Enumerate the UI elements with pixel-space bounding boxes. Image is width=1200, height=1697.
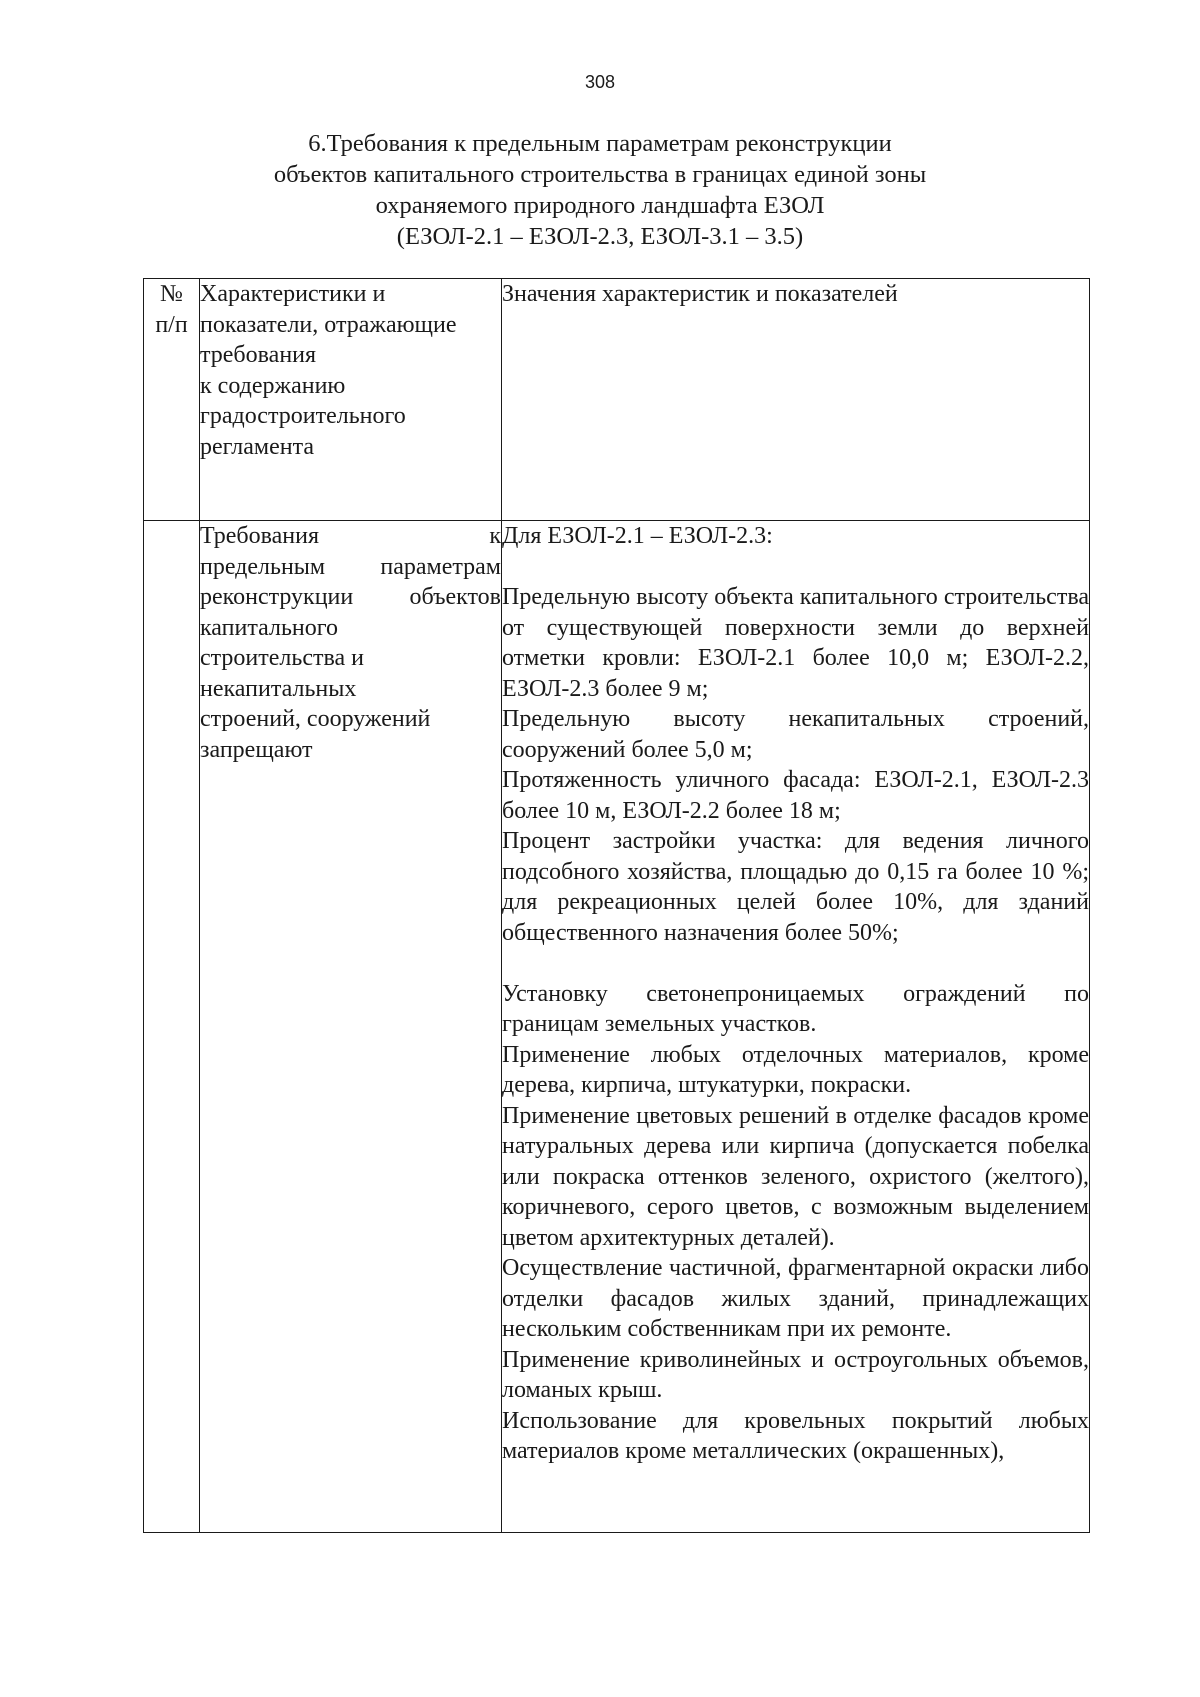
header-characteristics-line: показатели, отражающие <box>200 311 457 338</box>
values-paragraph: Предельную высоту некапитальных строений, сооружений более 5,0 м; <box>502 706 1089 763</box>
values-paragraph: Протяженность уличного фасада: ЕЗОЛ-2.1, ЕЗОЛ-2.3 более 10 м, ЕЗОЛ-2.2 более 18 м; <box>502 767 1089 824</box>
regulations-table <box>143 278 1090 1533</box>
header-number-sign: № <box>160 281 183 307</box>
characteristics-word: Требования <box>200 523 320 549</box>
row-number-cell <box>144 521 200 1533</box>
characteristics-line: строительства и <box>200 645 364 671</box>
characteristics-line: предельным параметрам <box>200 553 501 580</box>
row-characteristics-cell <box>200 521 502 1533</box>
values-heading: Для ЕЗОЛ-2.1 – ЕЗОЛ-2.3: <box>502 523 773 549</box>
title-line: объектов капитального строительства в границах единой зоны <box>273 161 927 188</box>
row-values-cell <box>502 521 1090 1533</box>
characteristics-line: некапитальных <box>200 675 357 702</box>
values-paragraph: Процент застройки участка: для ведения личного подсобного хозяйства, площадью до 0,15 га более 10 %; для рекреационных целей более 10%, для зданий общественного назначения более 50%; <box>502 828 1089 946</box>
table-header-row <box>144 279 1090 521</box>
header-characteristics-line: требования <box>200 342 317 368</box>
values-paragraph: Использование для кровельных покрытий любых материалов кроме металлических (окрашенных), <box>502 1407 1089 1464</box>
title-line: охраняемого природного ландшафта ЕЗОЛ <box>375 192 825 219</box>
page-number: 308 <box>584 72 616 92</box>
paragraph-spacer <box>502 948 1089 979</box>
characteristics-line: реконструкции объектов <box>200 584 501 610</box>
header-values-cell <box>502 279 1090 521</box>
values-paragraph: Осуществление частичной, фрагментарной окраски либо отделки фасадов жилых зданий, принадлежащих нескольким собственникам при их ремонте. <box>502 1255 1089 1342</box>
header-values-label: Значения характеристик и показателей <box>502 281 898 307</box>
section-title <box>150 128 1050 252</box>
characteristics-word: к <box>489 523 501 549</box>
header-characteristics-line: регламента <box>200 433 315 460</box>
values-paragraph: Предельную высоту объекта капитального строительства от существующей поверхности земли до верхней отметки кровли: ЕЗОЛ-2.1 более 10,0 м; ЕЗОЛ-2.2, ЕЗОЛ-2.3 более 9 м; <box>502 584 1089 702</box>
table-row <box>144 521 1090 1533</box>
header-characteristics-line: к содержанию <box>200 372 346 399</box>
characteristics-line: капитального <box>200 614 338 641</box>
characteristics-line: строений, сооружений <box>200 706 431 732</box>
header-characteristics-line: градостроительного <box>200 403 406 429</box>
title-line: (ЕЗОЛ-2.1 – ЕЗОЛ-2.3, ЕЗОЛ-3.1 – 3.5) <box>396 223 804 250</box>
values-paragraph: Применение криволинейных и остроугольных объемов, ломаных крыш. <box>502 1346 1089 1403</box>
header-characteristics-line: Характеристики и <box>200 281 386 307</box>
header-characteristics-cell <box>200 279 502 521</box>
title-line: 6.Требования к предельным параметрам реконструкции <box>308 130 892 157</box>
characteristics-line: запрещают <box>200 736 313 763</box>
values-paragraph: Применение любых отделочных материалов, кроме дерева, кирпича, штукатурки, покраски. <box>502 1041 1089 1098</box>
header-number-cell <box>144 279 200 521</box>
values-paragraph: Применение цветовых решений в отделке фасадов кроме натуральных дерева или кирпича (допускается побелка или покраска оттенков зеленого, охристого (желтого), коричневого, серого цветов, с возможным выделением цветом архитектурных деталей). <box>502 1102 1089 1251</box>
characteristics-line <box>200 521 501 552</box>
header-number-label: п/п <box>155 311 188 338</box>
values-paragraph: Установку светонепроницаемых ограждений по границам земельных участков. <box>502 980 1089 1037</box>
paragraph-spacer <box>502 552 1089 583</box>
